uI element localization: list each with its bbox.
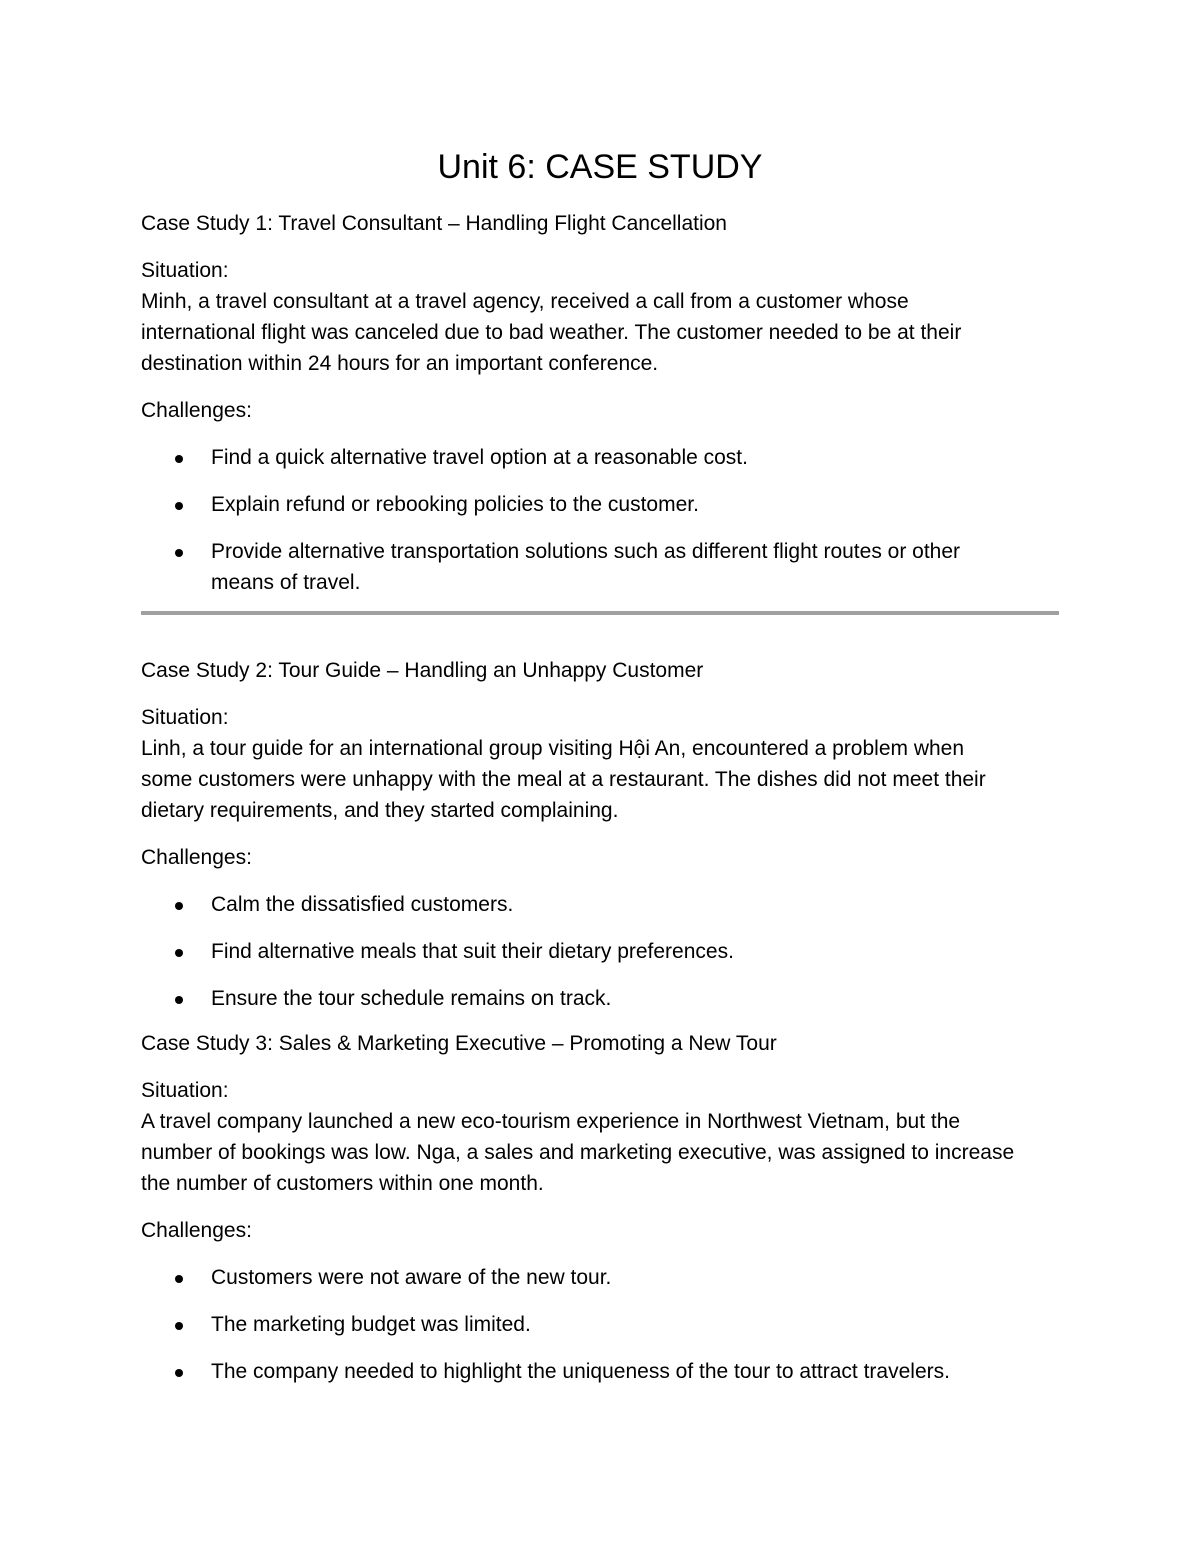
bullet-icon	[175, 1322, 183, 1330]
list-item	[141, 889, 1061, 920]
challenges-label: Challenges:	[141, 399, 252, 422]
challenge-text: Calm the dissatisfied customers.	[211, 893, 514, 916]
challenge-text: The company needed to highlight the uniqueness of the tour to attract travelers.	[211, 1360, 950, 1383]
bullet-icon	[175, 902, 183, 910]
situation-line: dietary requirements, and they started complaining.	[141, 799, 619, 822]
bullet-icon	[175, 949, 183, 957]
challenge-text: means of travel.	[211, 571, 361, 594]
page-title: Unit 6: CASE STUDY	[437, 148, 763, 186]
challenges-label: Challenges:	[141, 1219, 252, 1242]
challenge-text: Provide alternative transportation solutions such as different flight routes or other	[211, 540, 961, 563]
case-study-3	[141, 1028, 1061, 1387]
case-heading: Case Study 2: Tour Guide – Handling an Unhappy Customer	[141, 659, 704, 682]
case-study-2	[141, 655, 1061, 1014]
situation-line: A travel company launched a new eco-tourism experience in Northwest Vietnam, but the	[141, 1110, 961, 1133]
challenge-text: Find a quick alternative travel option at a reasonable cost.	[211, 446, 748, 469]
list-item	[141, 1262, 1061, 1293]
challenge-text: The marketing budget was limited.	[211, 1313, 531, 1336]
challenges-list	[141, 442, 1061, 598]
situation-line: international flight was canceled due to bad weather. The customer needed to be at their	[141, 321, 962, 344]
situation-line: some customers were unhappy with the meal at a restaurant. The dishes did not meet their	[141, 768, 986, 791]
case-study-1	[141, 208, 1061, 598]
bullet-icon	[175, 1275, 183, 1283]
list-item	[141, 442, 1061, 473]
situation-line: the number of customers within one month.	[141, 1172, 544, 1195]
case-heading: Case Study 1: Travel Consultant – Handling Flight Cancellation	[141, 212, 727, 235]
challenges-list	[141, 1262, 1061, 1387]
situation-line: number of bookings was low. Nga, a sales and marketing executive, was assigned to increase	[141, 1141, 1015, 1164]
bullet-icon	[175, 502, 183, 510]
challenge-text: Explain refund or rebooking policies to the customer.	[211, 493, 699, 516]
list-item	[141, 536, 1061, 598]
list-item	[141, 936, 1061, 967]
list-item	[141, 1356, 1061, 1387]
challenge-text: Ensure the tour schedule remains on track.	[211, 987, 612, 1010]
horizontal-divider	[141, 611, 1059, 615]
situation-label: Situation:	[141, 259, 229, 282]
list-item	[141, 983, 1061, 1014]
challenge-text: Find alternative meals that suit their dietary preferences.	[211, 940, 734, 963]
situation-label: Situation:	[141, 1079, 229, 1102]
list-item	[141, 1309, 1061, 1340]
case-heading: Case Study 3: Sales & Marketing Executive – Promoting a New Tour	[141, 1032, 777, 1055]
bullet-icon	[175, 455, 183, 463]
situation-line: Minh, a travel consultant at a travel agency, received a call from a customer whose	[141, 290, 909, 313]
situation-label: Situation:	[141, 706, 229, 729]
challenges-list	[141, 889, 1061, 1014]
challenge-text: Customers were not aware of the new tour.	[211, 1266, 612, 1289]
challenges-label: Challenges:	[141, 846, 252, 869]
bullet-icon	[175, 1369, 183, 1377]
list-item	[141, 489, 1061, 520]
situation-line: destination within 24 hours for an important conference.	[141, 352, 659, 375]
situation-line: Linh, a tour guide for an international group visiting Hội An, encountered a problem when	[141, 737, 965, 760]
bullet-icon	[175, 996, 183, 1004]
bullet-icon	[175, 549, 183, 557]
